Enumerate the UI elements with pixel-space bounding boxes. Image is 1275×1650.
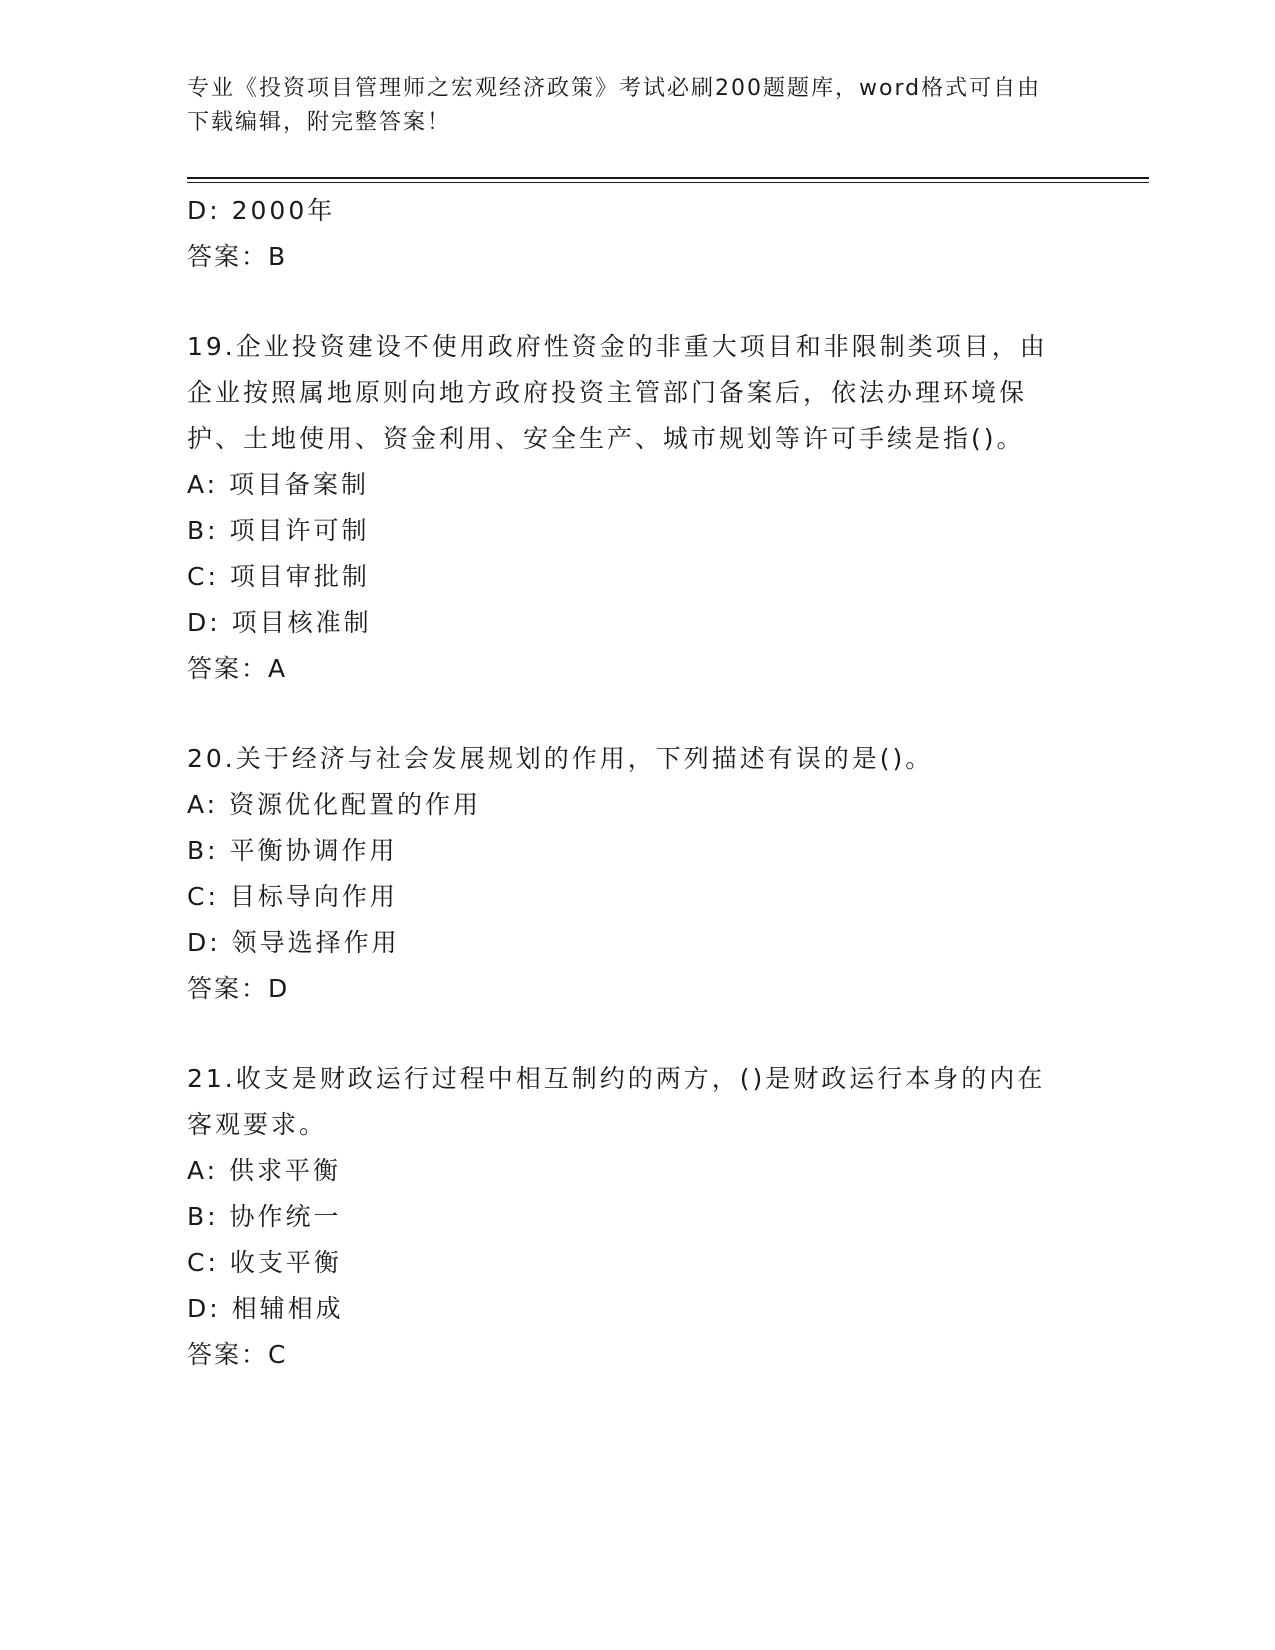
question-20	[187, 736, 1087, 1012]
option-d: D: 相辅相成	[187, 1294, 344, 1323]
question-stem	[187, 736, 1087, 782]
option-d: D: 项目核准制	[187, 608, 372, 637]
option-d: D: 领导选择作用	[187, 928, 400, 957]
page-content	[187, 188, 1087, 1378]
stem-line: 20.关于经济与社会发展规划的作用，下列描述有误的是()。	[187, 744, 934, 773]
stem-line: 19.企业投资建设不使用政府性资金的非重大项目和非限制类项目，由	[187, 332, 1048, 361]
question-stem	[187, 1056, 1087, 1148]
stem-line: 护、土地使用、资金利用、安全生产、城市规划等许可手续是指()。	[187, 424, 1025, 453]
option-b: B: 协作统一	[187, 1202, 342, 1231]
question-21	[187, 1056, 1087, 1378]
page-header	[187, 72, 1067, 140]
spacer	[187, 692, 1087, 736]
option-a: A: 资源优化配置的作用	[187, 790, 482, 819]
option-a: A: 供求平衡	[187, 1156, 342, 1185]
header-line-2: 下载编辑，附完整答案！	[187, 110, 452, 135]
stem-line: 企业按照属地原则向地方政府投资主管部门备案后，依法办理环境保	[187, 378, 1028, 407]
spacer	[187, 1012, 1087, 1056]
answer: 答案：A	[187, 654, 288, 683]
option-c: C: 项目审批制	[187, 562, 370, 591]
prev-option-d: D: 2000年	[187, 196, 336, 225]
option-b: B: 平衡协调作用	[187, 836, 398, 865]
stem-line: 21.收支是财政运行过程中相互制约的两方，()是财政运行本身的内在	[187, 1064, 1046, 1093]
prev-answer: 答案：B	[187, 242, 288, 271]
question-stem	[187, 324, 1087, 462]
option-a: A: 项目备案制	[187, 470, 370, 499]
answer: 答案：D	[187, 974, 290, 1003]
spacer	[187, 280, 1087, 324]
header-rule-thin	[187, 182, 1149, 183]
stem-line: 客观要求。	[187, 1110, 328, 1139]
option-c: C: 目标导向作用	[187, 882, 398, 911]
answer: 答案：C	[187, 1340, 288, 1369]
header-rule	[187, 177, 1149, 179]
option-c: C: 收支平衡	[187, 1248, 342, 1277]
header-line-1: 专业《投资项目管理师之宏观经济政策》考试必刷200题题库，word格式可自由	[187, 76, 1042, 101]
question-19	[187, 324, 1087, 692]
option-b: B: 项目许可制	[187, 516, 370, 545]
